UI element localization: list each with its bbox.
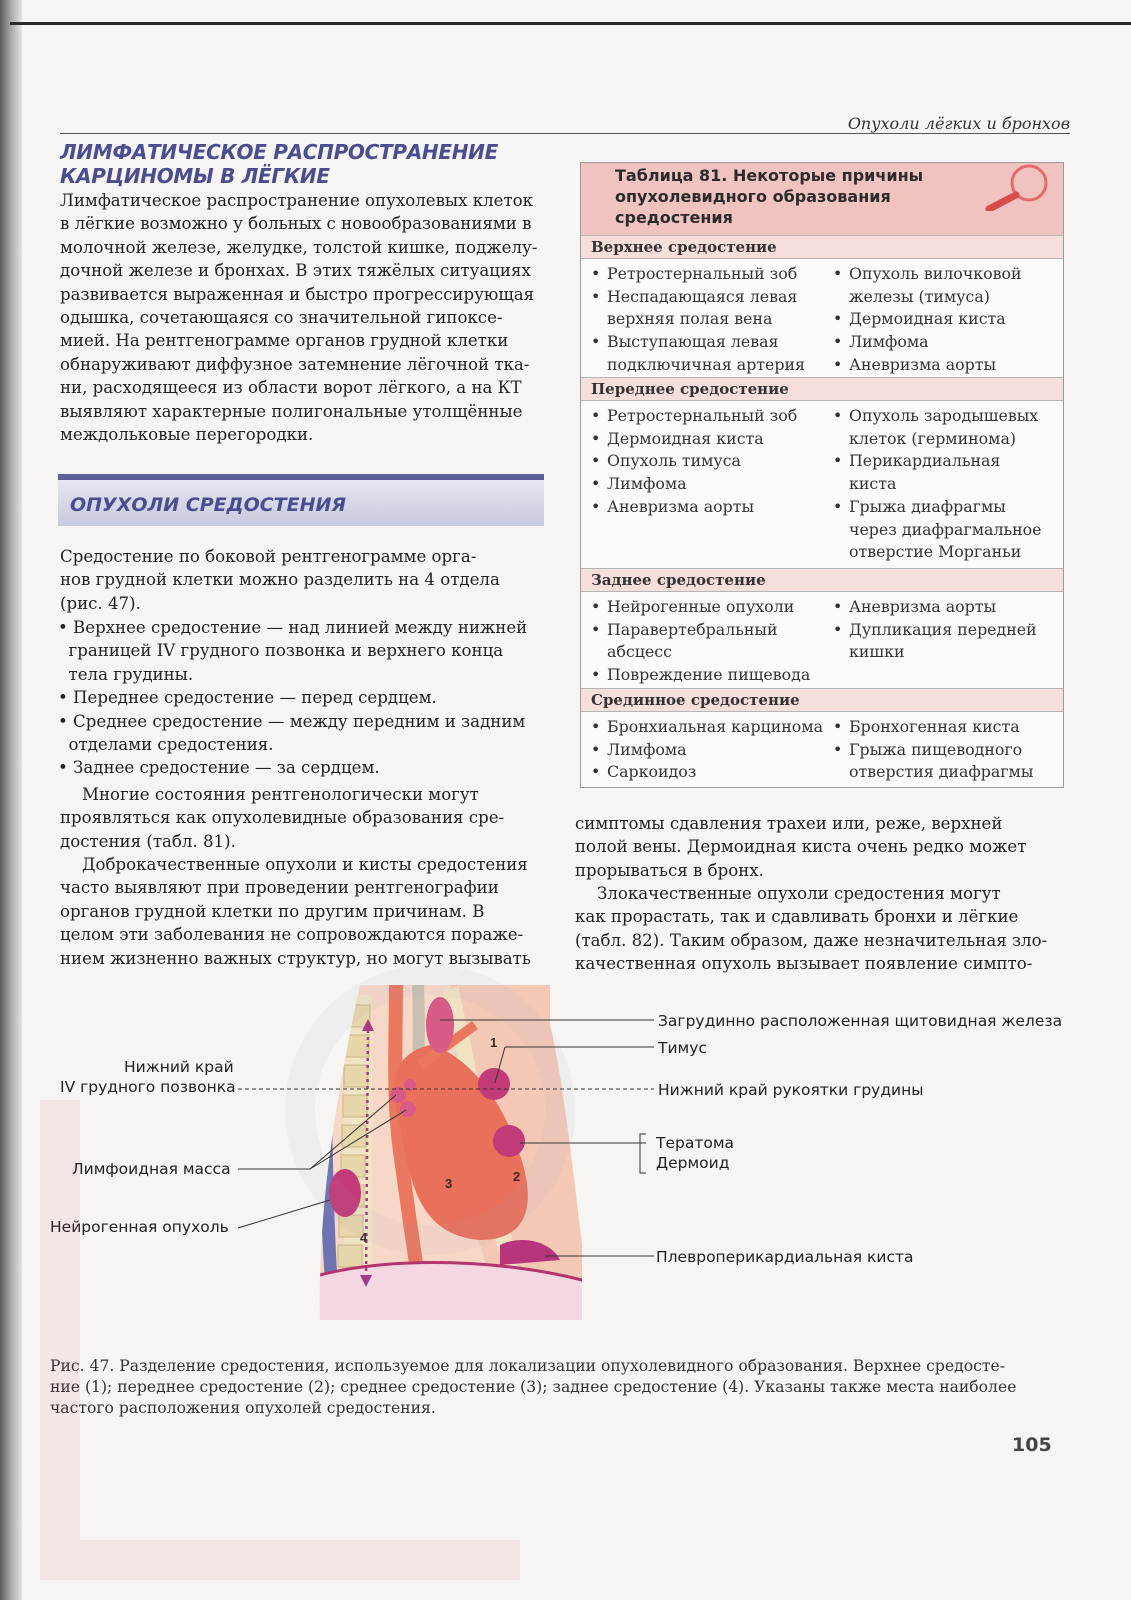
label-pleuropericardial-cyst: Плевроперикардиальная киста: [656, 1248, 914, 1266]
table-item-line: • Опухоль вилочковой: [833, 263, 1022, 286]
table-item-line: • Лимфома: [591, 473, 797, 496]
table-item-line: • Дермоидная киста: [833, 308, 1022, 331]
caption-line: Рис. 47. Разделение средостения, используемое для локализации опухолевидного образования. Верхнее средосте-: [50, 1357, 1005, 1375]
bullet-line: границей IV грудного позвонка и верхнего конца: [58, 641, 504, 661]
section1-line: дочной железе и бронхах. В этих тяжёлых ситуациях: [60, 261, 531, 281]
table-item-line: железы (тимуса): [849, 286, 990, 306]
section1-line: развивается выраженная и быстро прогрессирующая: [60, 284, 535, 304]
zone-number-4: 4: [360, 1230, 368, 1245]
table-item-line: • Ретростернальный зоб: [591, 405, 797, 428]
paragraph-line: симптомы сдавления трахеи или, реже, верхней: [575, 814, 1003, 833]
table-item-line: • Опухоль тимуса: [591, 450, 797, 473]
table-item-line: • Опухоль зародышевых: [833, 405, 1041, 428]
caption-line: ние (1); переднее средостение (2); среднее средостение (3); заднее средостение (4). Указаны также места наиболее: [50, 1378, 1017, 1396]
table-item-line: • Бронхиальная карцинома: [591, 716, 823, 739]
page-number: 105: [1012, 1434, 1052, 1456]
section2-title: ОПУХОЛИ СРЕДОСТЕНИЯ: [70, 494, 347, 516]
section1-line: Лимфатическое распространение опухолевых клеток: [60, 191, 534, 210]
section1-line: обнаруживают диффузное затемнение лёгочной тка-: [60, 354, 530, 374]
table-item-line: • Аневризма аорты: [833, 354, 1022, 377]
table-item-line: отверстия диафрагмы: [849, 762, 1034, 782]
paragraph-line: Доброкачественные опухоли и кисты средостения: [82, 855, 528, 874]
paragraph-line: качественная опухоль вызывает появление симпто-: [575, 954, 1033, 974]
section1-line: выявляют характерные полигональные утолщённые: [60, 401, 523, 421]
paragraph-line: Злокачественные опухоли средостения могут: [597, 884, 1001, 903]
figure-caption: [50, 1356, 1060, 1419]
table-item-line: • Бронхогенная киста: [833, 716, 1033, 739]
section1-title-line: ЛИМФАТИЧЕСКОЕ РАСПРОСТРАНЕНИЕ: [60, 140, 498, 164]
label-vertebra-line1: Нижний край: [124, 1058, 234, 1076]
table-section-title: Верхнее средостение: [591, 238, 777, 256]
bullet-line: • Верхнее средостение — над линией между нижней: [58, 618, 528, 637]
table-item-line: через диафрагмальное: [849, 519, 1042, 539]
table-item-line: • Паравертебральный: [591, 619, 810, 642]
table-item-line: • Аневризма аорты: [591, 496, 797, 519]
zone-number-1: 1: [490, 1035, 498, 1050]
section1-line: мией. На рентгенограмме органов грудной клетки: [60, 331, 509, 351]
paragraph-line: нием жизненно важных структур, но могут вызывать: [60, 948, 531, 968]
table-item-line: • Ретростернальный зоб: [591, 263, 805, 286]
table-item-line: • Лимфома: [591, 739, 823, 762]
label-sternum-line: Нижний край рукоятки грудины: [658, 1081, 924, 1099]
section1-line: одышка, сочетающаяся со значительной гипоксе-: [60, 308, 503, 328]
table-item-line: кишки: [849, 642, 905, 662]
table-item-line: подключичная артерия: [607, 354, 806, 374]
paragraph-line: часто выявляют при проведении рентгенографии: [60, 878, 499, 898]
running-head: Опухоли лёгких и бронхов: [847, 114, 1070, 133]
paragraph-line: как прорастать, так и сдавливать бронхи и лёгкие: [575, 907, 1019, 927]
table-item-line: • Дупликация передней: [833, 619, 1037, 642]
label-thymus: Тимус: [658, 1039, 707, 1057]
table-item-line: • Нейрогенные опухоли: [591, 596, 810, 619]
label-lymphoid-mass: Лимфоидная масса: [72, 1160, 231, 1178]
table-section-title: Переднее средостение: [591, 380, 789, 398]
intro-line: (рис. 47).: [60, 593, 141, 613]
paragraph-line: целом эти заболевания не сопровождаются пораже-: [60, 925, 524, 945]
label-neurogenic-tumor: Нейрогенная опухоль: [50, 1218, 229, 1236]
table-item-line: киста: [849, 474, 897, 494]
table-item-line: • Перикардиальная: [833, 450, 1041, 473]
table-item-line: • Выступающая левая: [591, 331, 805, 354]
table-item-line: • Повреждение пищевода: [591, 664, 810, 687]
table-item-line: отверстие Морганьи: [849, 542, 1022, 562]
table-title-line: Таблица 81. Некоторые причины: [615, 166, 924, 185]
section1-line: ни, расходящееся из области ворот лёгкого, а на КТ: [60, 378, 522, 398]
section1-line: междольковые перегородки.: [60, 425, 314, 445]
paragraph-line: достения (табл. 81).: [60, 831, 236, 851]
paragraph-line: прорываться в бронх.: [575, 860, 764, 880]
table-item-line: • Аневризма аорты: [833, 596, 1037, 619]
paragraph-line: Многие состояния рентгенологически могут: [82, 785, 479, 804]
bullet-line: отделами средостения.: [58, 735, 274, 755]
table-item-line: • Грыжа диафрагмы: [833, 496, 1041, 519]
caption-line: частого расположения опухолей средостения.: [50, 1399, 436, 1417]
label-dermoid: Дермоид: [656, 1154, 730, 1172]
bullet-line: • Среднее средостение — между передним и задним: [58, 711, 526, 731]
bullet-line: тела грудины.: [58, 664, 194, 684]
table-title-line: опухолевидного образования: [615, 187, 891, 206]
bullet-line: • Заднее средостение — за сердцем.: [58, 758, 380, 778]
intro-line: нов грудной клетки можно разделить на 4 отдела: [60, 570, 500, 590]
section1-line: в лёгкие возможно у больных с новообразованиями в: [60, 214, 532, 234]
table-item-line: клеток (герминома): [849, 428, 1017, 448]
table-section-title: Заднее средостение: [591, 571, 766, 589]
section1-line: молочной железе, желудке, толстой кишке, поджелу-: [60, 237, 538, 257]
label-thyroid: Загрудинно расположенная щитовидная железа: [658, 1012, 1063, 1030]
paragraph-line: органов грудной клетки по другим причинам. В: [60, 901, 485, 921]
table-title-line: средостения: [615, 208, 733, 227]
table-item-line: • Дермоидная киста: [591, 428, 797, 451]
zone-number-2: 2: [513, 1169, 521, 1184]
table-item-line: • Лимфома: [833, 331, 1022, 354]
table-item-line: верхняя полая вена: [607, 309, 773, 329]
label-teratoma: Тератома: [656, 1134, 735, 1152]
zone-number-3: 3: [445, 1176, 453, 1191]
intro-line: Средостение по боковой рентгенограмме орга-: [60, 547, 477, 566]
table-item-line: абсцесс: [607, 642, 672, 662]
section1-title-line: КАРЦИНОМЫ В ЛЁГКИЕ: [60, 164, 330, 188]
bullet-line: • Переднее средостение — перед сердцем.: [58, 688, 437, 708]
paragraph-line: (табл. 82). Таким образом, даже незначительная зло-: [575, 930, 1048, 950]
table-section-title: Срединное средостение: [591, 691, 800, 709]
table-item-line: • Грыжа пищеводного: [833, 739, 1033, 762]
table-item-line: • Неспадающаяся левая: [591, 286, 805, 309]
paragraph-line: проявляться как опухолевидные образования сре-: [60, 808, 505, 828]
paragraph-line: полой вены. Дермоидная киста очень редко может: [575, 837, 1027, 857]
label-vertebra-line2: IV грудного позвонка: [60, 1078, 236, 1096]
table-item-line: • Саркоидоз: [591, 761, 823, 784]
